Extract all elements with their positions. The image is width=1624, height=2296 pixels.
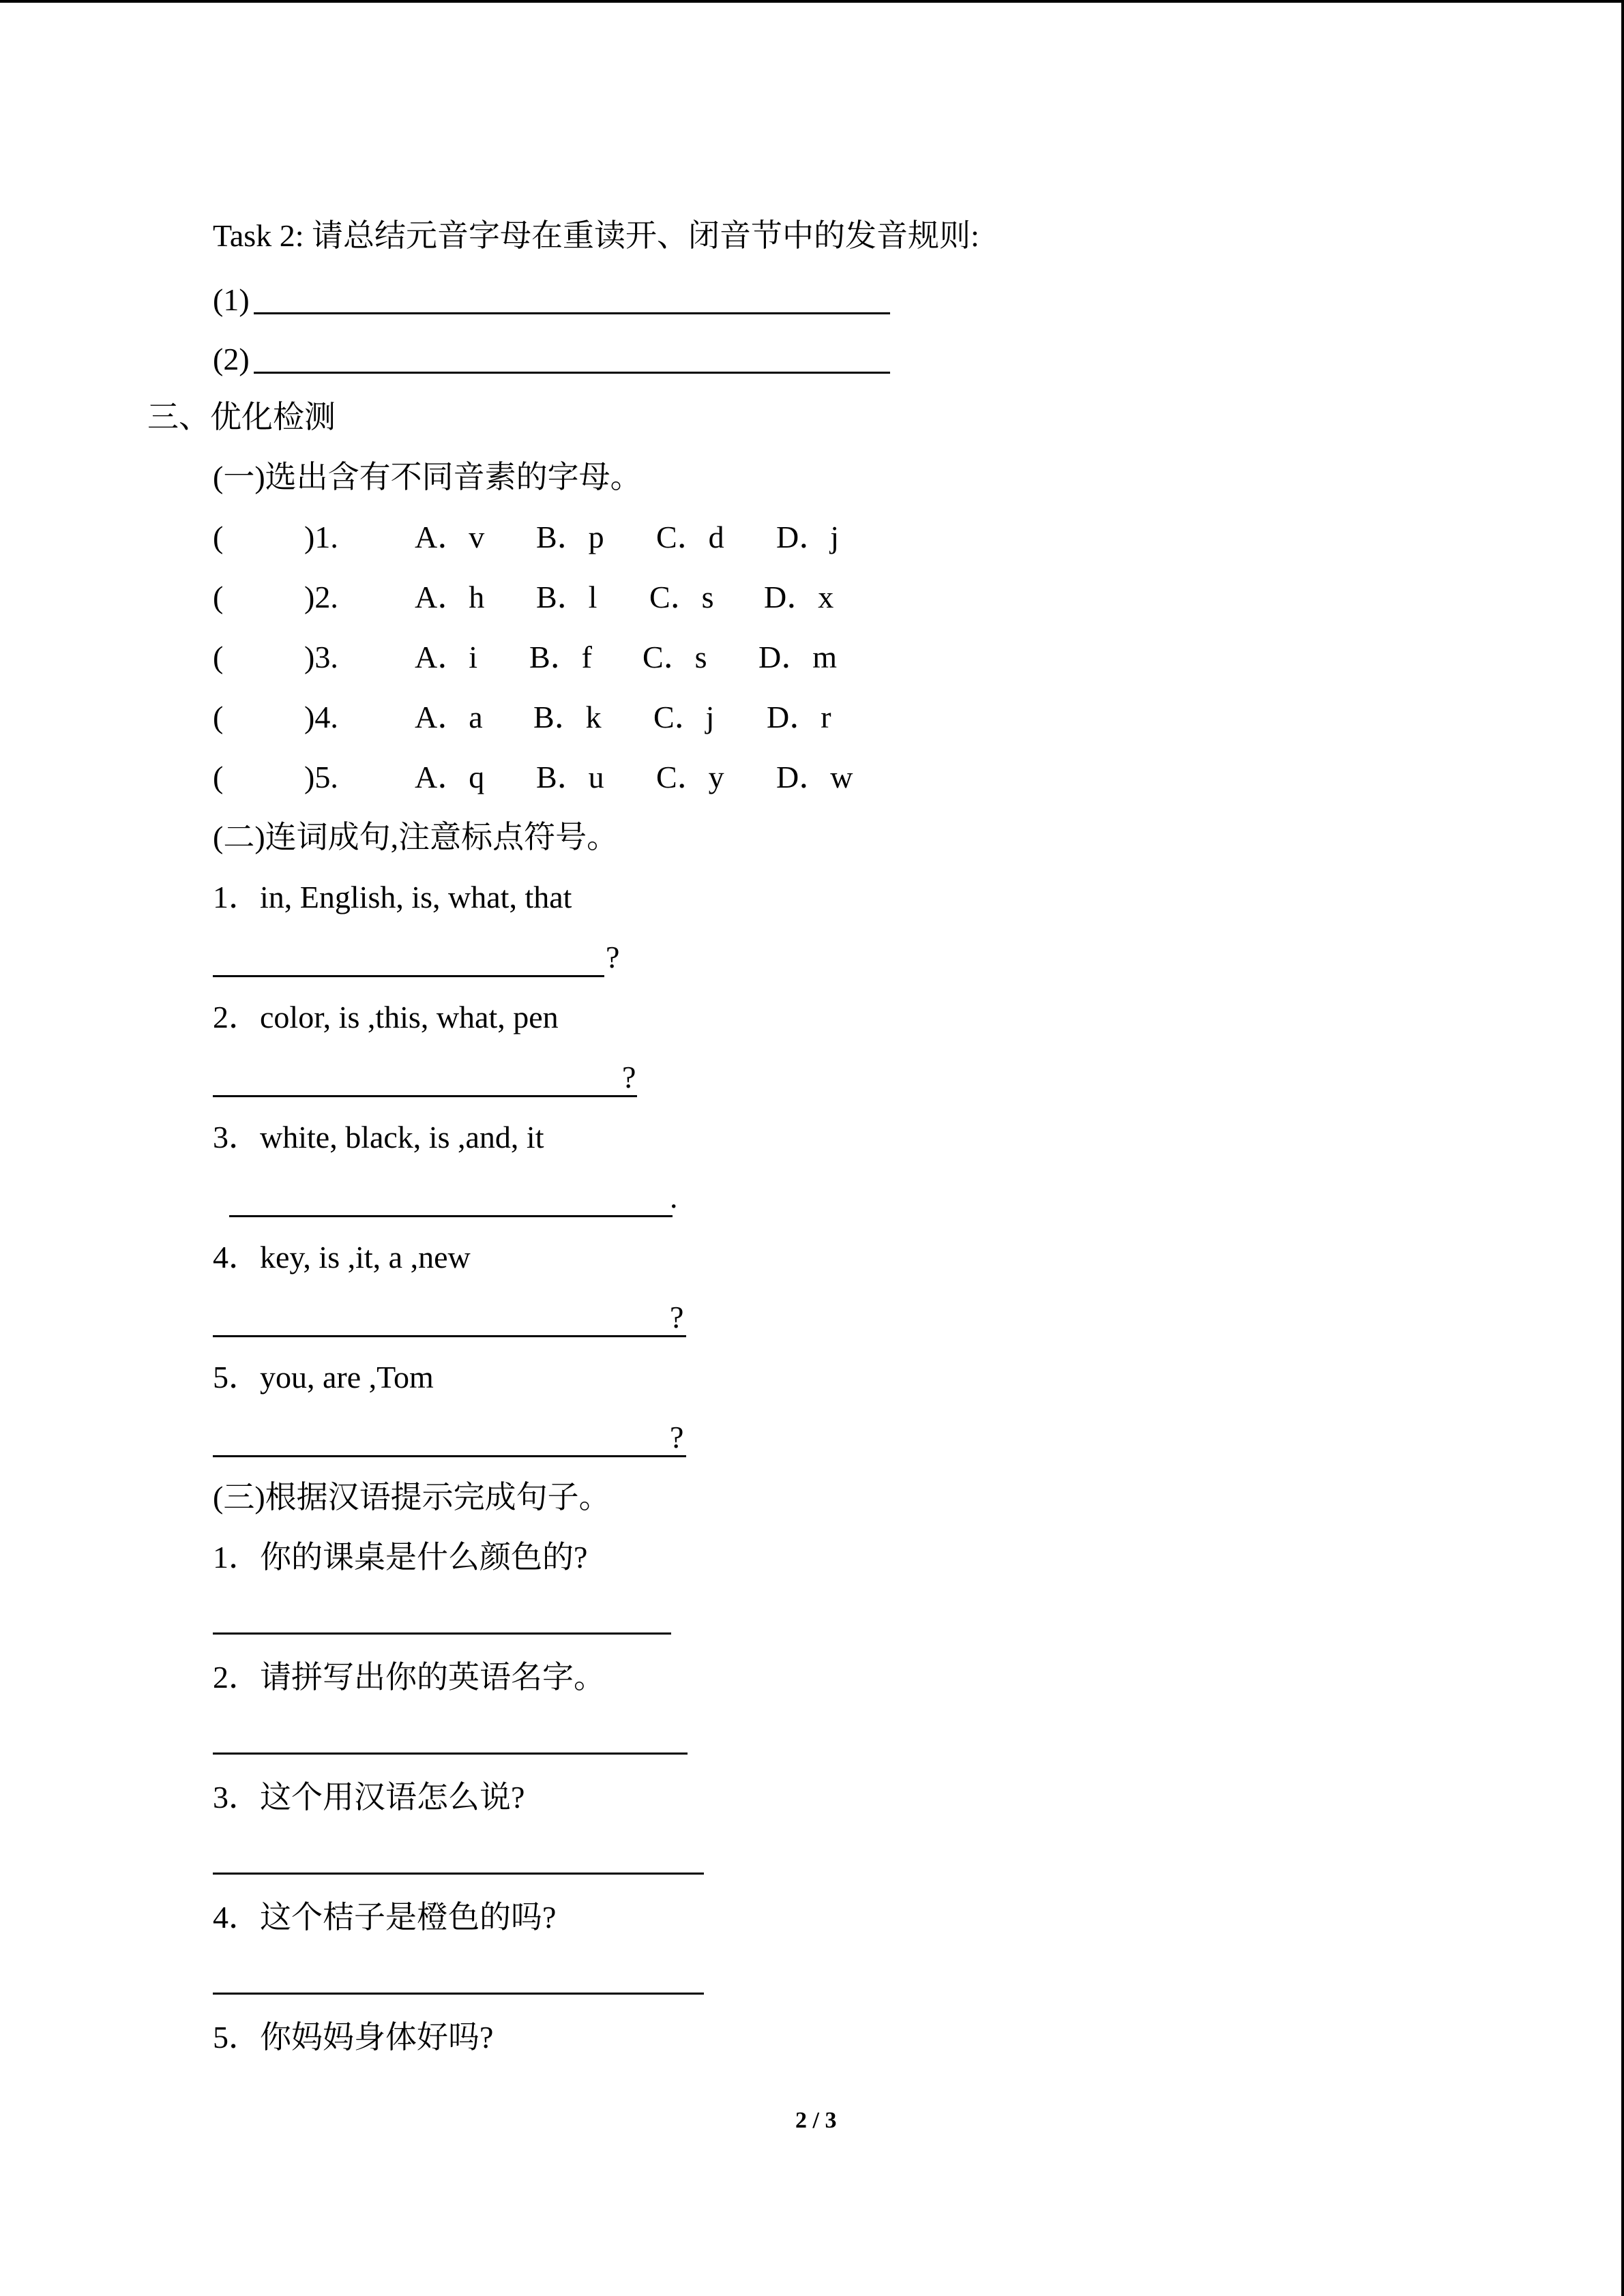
part3-item-2-blank[interactable] [213, 1753, 688, 1755]
q1-option-c: C．d [656, 520, 724, 554]
q4-option-d: D．r [767, 700, 831, 734]
part2-item-4-prompt: 4．key, is ,it, a ,new [213, 1240, 471, 1274]
q3-paren[interactable]: ( [213, 640, 224, 674]
q5-number: )5. [304, 760, 338, 794]
part2-item-2-end: ? [622, 1060, 636, 1094]
q5-option-a: A．q [415, 760, 485, 794]
q2-option-a: A．h [415, 580, 485, 614]
page-border-top [0, 0, 1624, 3]
part3-title: (三)根据汉语提示完成句子。 [213, 1480, 610, 1515]
part2-item-1-end: ? [606, 940, 620, 974]
q4-paren[interactable]: ( [213, 700, 224, 734]
part2-item-5-blank[interactable] [213, 1455, 686, 1457]
q4-option-b: B．k [533, 700, 602, 734]
q1-option-b: B．p [536, 520, 604, 554]
q1-option-d: D．j [776, 520, 839, 554]
q5-paren[interactable]: ( [213, 760, 224, 794]
task2-item-1-blank[interactable] [254, 312, 890, 314]
part2-item-3-end: . [670, 1180, 678, 1214]
q4-number: )4. [304, 700, 338, 734]
q3-option-c: C．s [643, 640, 707, 674]
part3-item-3-blank[interactable] [213, 1873, 704, 1875]
part1-title: (一)选出含有不同音素的字母。 [213, 460, 642, 494]
q2-paren[interactable]: ( [213, 580, 224, 614]
part3-item-1-prompt: 1．你的课桌是什么颜色的? [213, 1540, 588, 1575]
q4-option-a: A．a [415, 700, 483, 734]
task2-heading: Task 2: 请总结元音字母在重读开、闭音节中的发音规则: [213, 218, 979, 253]
part2-item-4-blank[interactable] [213, 1335, 686, 1337]
page-number: 2 / 3 [795, 2108, 837, 2133]
part2-item-5-end: ? [670, 1420, 684, 1455]
part2-item-4-end: ? [670, 1300, 684, 1335]
q5-option-c: C．y [656, 760, 724, 794]
q5-option-d: D．w [776, 760, 853, 794]
q3-option-d: D．m [758, 640, 837, 674]
part2-item-3-prompt: 3．white, black, is ,and, it [213, 1120, 544, 1154]
q3-option-b: B．f [529, 640, 592, 674]
q2-number: )2. [304, 580, 338, 614]
q2-option-c: C．s [649, 580, 714, 614]
q3-option-a: A．i [415, 640, 477, 674]
task2-item-1-label: (1) [213, 282, 250, 317]
q4-option-c: C．j [653, 700, 715, 734]
section3-title: 三、优化检测 [147, 400, 336, 434]
task2-item-2-label: (2) [213, 342, 250, 376]
part3-item-4-blank[interactable] [213, 1993, 704, 1995]
q5-option-b: B．u [536, 760, 604, 794]
part3-item-2-prompt: 2．请拼写出你的英语名字。 [213, 1660, 605, 1695]
q1-number: )1. [304, 520, 338, 554]
q1-option-a: A．v [415, 520, 485, 554]
part2-item-1-blank[interactable] [213, 975, 604, 977]
part2-item-1-prompt: 1．in, English, is, what, that [213, 880, 572, 914]
q1-paren[interactable]: ( [213, 520, 224, 554]
part2-item-5-prompt: 5．you, are ,Tom [213, 1360, 434, 1395]
part3-item-1-blank[interactable] [213, 1632, 671, 1635]
part3-item-4-prompt: 4．这个桔子是橙色的吗? [213, 1900, 557, 1935]
q2-option-b: B．l [536, 580, 597, 614]
task2-item-2-blank[interactable] [254, 372, 890, 374]
part3-item-3-prompt: 3．这个用汉语怎么说? [213, 1780, 525, 1815]
q3-number: )3. [304, 640, 338, 674]
part2-item-2-prompt: 2．color, is ,this, what, pen [213, 1000, 559, 1034]
part3-item-5-prompt: 5．你妈妈身体好吗? [213, 2020, 494, 2055]
page-border-right [1621, 0, 1624, 2296]
part2-title: (二)连词成句,注意标点符号。 [213, 820, 619, 854]
part2-item-2-blank[interactable] [213, 1095, 637, 1097]
part2-item-3-blank[interactable] [229, 1215, 673, 1217]
q2-option-d: D．x [764, 580, 834, 614]
